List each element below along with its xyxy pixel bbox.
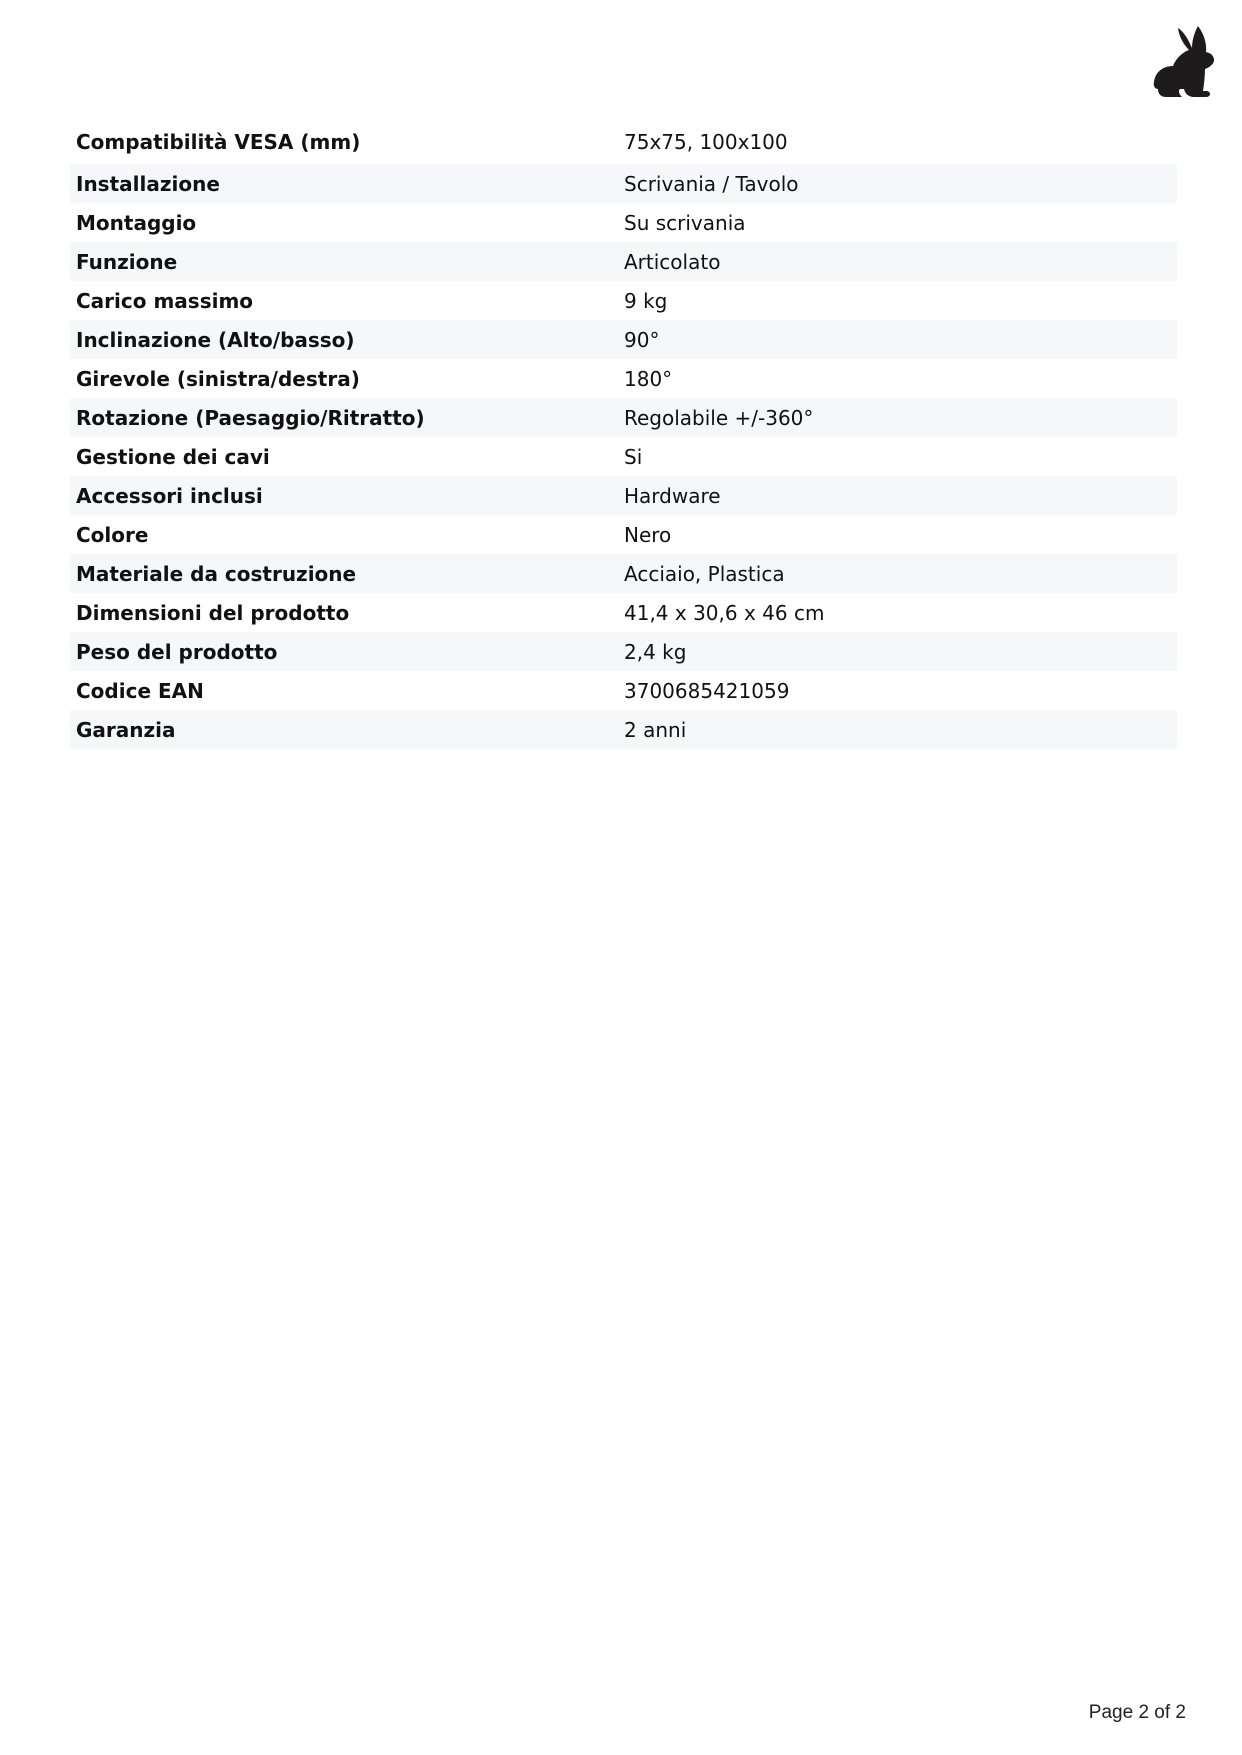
spec-row-peso (70, 632, 1177, 671)
spec-value: 90° (624, 327, 660, 352)
rabbit-silhouette (1152, 22, 1218, 104)
spec-label: Gestione dei cavi (76, 444, 270, 469)
spec-label: Girevole (sinistra/destra) (76, 366, 360, 391)
spec-label: Funzione (76, 249, 178, 274)
spec-row-installazione (70, 164, 1177, 203)
spec-label: Installazione (76, 171, 220, 196)
spec-label: Materiale da costruzione (76, 561, 357, 586)
spec-row-inclinazione (70, 320, 1177, 359)
spec-label: Garanzia (76, 717, 176, 742)
spec-value: Su scrivania (624, 210, 746, 235)
spec-value: Si (624, 444, 643, 469)
spec-label: Peso del prodotto (76, 639, 278, 664)
spec-row-dimensioni (70, 593, 1177, 632)
spec-row-funzione (70, 242, 1177, 281)
spec-row-colore (70, 515, 1177, 554)
rabbit-logo-icon (1152, 22, 1218, 104)
spec-label: Carico massimo (76, 288, 254, 313)
spec-label: Accessori inclusi (76, 483, 263, 508)
spec-row-girevole (70, 359, 1177, 398)
spec-row-accessori (70, 476, 1177, 515)
spec-value: Hardware (624, 483, 721, 508)
spec-value: 180° (624, 366, 673, 391)
spec-label: Colore (76, 522, 149, 547)
spec-value: Nero (624, 522, 672, 547)
page-number: Page 2 of 2 (1088, 1702, 1186, 1723)
spec-value: 2 anni (624, 717, 687, 742)
spec-value: 9 kg (624, 288, 668, 313)
spec-value: Scrivania / Tavolo (624, 171, 799, 196)
spec-value: 41,4 x 30,6 x 46 cm (624, 600, 825, 625)
spec-row-gestione-cavi (70, 437, 1177, 476)
spec-label: Dimensioni del prodotto (76, 600, 350, 625)
spec-row-garanzia (70, 710, 1177, 749)
spec-label: Compatibilità VESA (mm) (76, 130, 361, 154)
spec-value: Regolabile +/-360° (624, 405, 814, 430)
spec-value: 2,4 kg (624, 639, 687, 664)
spec-label: Montaggio (76, 210, 197, 235)
specifications-table (70, 120, 1177, 749)
spec-value: Articolato (624, 249, 721, 274)
spec-label: Codice EAN (76, 678, 204, 703)
spec-label: Rotazione (Paesaggio/Ritratto) (76, 405, 425, 430)
spec-value: 75x75, 100x100 (624, 130, 788, 154)
spec-value: 3700685421059 (624, 678, 790, 703)
spec-row-vesa (70, 120, 1177, 164)
spec-label: Inclinazione (Alto/basso) (76, 327, 355, 352)
spec-row-codice-ean (70, 671, 1177, 710)
spec-row-rotazione (70, 398, 1177, 437)
spec-value: Acciaio, Plastica (624, 561, 785, 586)
spec-row-carico-massimo (70, 281, 1177, 320)
spec-row-materiale (70, 554, 1177, 593)
spec-row-montaggio (70, 203, 1177, 242)
